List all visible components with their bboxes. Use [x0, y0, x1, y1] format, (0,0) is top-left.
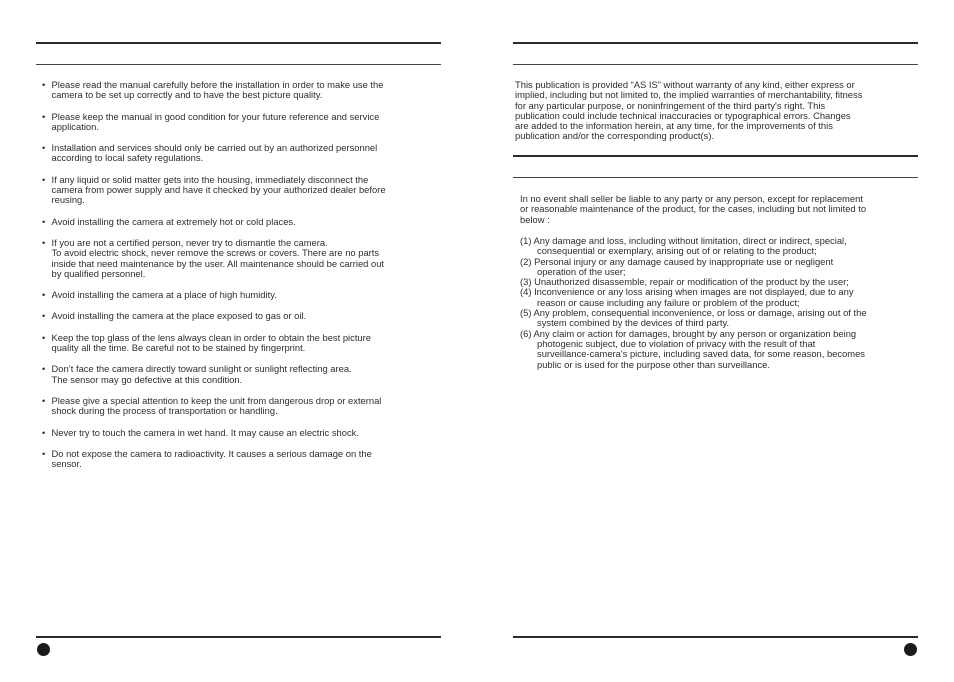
text-line: surveillance-camera's picture, including saved data, for some reason, becomes [537, 348, 865, 360]
bullet-mark: • [42, 236, 46, 248]
text-line: Please read the manual carefully before the installation in order to make use the [51, 79, 384, 90]
precaution-text [52, 175, 443, 206]
text-line: sensor. [51, 458, 82, 470]
text-line: publication and/or the corresponding product(s). [515, 130, 715, 142]
liability-case [520, 287, 920, 308]
text-line: system combined by the devices of third party. [537, 317, 730, 329]
precaution-item [42, 217, 442, 227]
text-line: Avoid installing the camera at a place of high humidity. [51, 289, 277, 301]
precaution-text [52, 290, 443, 300]
precaution-text [52, 112, 443, 133]
text-line: (3) Unauthorized disassemble, repair or modification of the product by the user; [520, 276, 849, 288]
bullet-mark: • [42, 447, 46, 459]
text-line: Avoid installing the camera at extremely hot or cold places. [51, 215, 296, 227]
text-line: (1) Any damage and loss, including without limitation, direct or indirect, special, [520, 235, 847, 246]
bullet-mark: • [42, 215, 46, 227]
bullet-mark: • [42, 363, 46, 375]
left-section-rule [36, 64, 441, 65]
right-footer-rule [513, 636, 918, 638]
precaution-text [52, 333, 443, 354]
precaution-text [52, 311, 443, 321]
bullet-mark: • [42, 426, 46, 438]
left-footer-rule [36, 636, 441, 638]
right-section-rule-mid [513, 177, 918, 178]
text-line: Avoid installing the camera at the place exposed to gas or oil. [51, 310, 307, 322]
precaution-text [52, 364, 443, 385]
precaution-item [42, 238, 442, 279]
left-header-rule [36, 42, 441, 44]
text-line: for any particular purpose, or noninfringement of the third party's right. This [515, 99, 826, 111]
text-line: shock during the process of transportation or handling. [51, 405, 278, 417]
text-line: inside that need maintenance by the user. All maintenance should be carried out [51, 257, 385, 269]
bullet-mark: • [42, 310, 46, 322]
text-line: camera to be set up correctly and to have the best picture quality. [51, 89, 323, 101]
text-line: Please keep the manual in good condition for your future reference and service [51, 110, 380, 122]
liability-case [520, 329, 920, 370]
text-line: are added to the information herein, at any time, for the improvements of this [515, 120, 833, 132]
precaution-text [52, 428, 443, 438]
bullet-mark: • [42, 110, 46, 122]
liability-cases-list [520, 236, 920, 370]
precaution-item [42, 311, 442, 321]
precaution-item [42, 143, 442, 164]
text-line: photogenic subject, due to violation of privacy with the result of that [537, 337, 816, 349]
precaution-item [42, 449, 442, 470]
precaution-text [52, 80, 443, 101]
precaution-text [52, 449, 443, 470]
text-line: publication could include technical inaccuracies or typographical errors. Changes [515, 109, 851, 121]
text-line: public or is used for the purpose other than surveillance. [537, 358, 770, 370]
text-line: Installation and services should only be carried out by an authorized personnel [51, 142, 378, 154]
liability-case [520, 257, 920, 278]
bullet-mark: • [42, 79, 46, 90]
text-line: below : [520, 213, 550, 225]
right-page-number-dot [904, 643, 917, 656]
precaution-text [52, 143, 443, 164]
bullet-mark: • [42, 394, 46, 406]
text-line: If any liquid or solid matter gets into the housing, immediately disconnect the [51, 173, 369, 185]
text-line: (6) Any claim or action for damages, brought by any person or organization being [520, 327, 857, 339]
left-page-number-dot [37, 643, 50, 656]
bullet-mark: • [42, 331, 46, 343]
text-line: or reasonable maintenance of the product, for the cases, including but not limited to [520, 203, 867, 215]
precaution-item [42, 396, 442, 417]
liability-case [520, 308, 920, 329]
text-line: reason or cause including any failure or problem of the product; [537, 296, 800, 308]
precaution-item [42, 290, 442, 300]
precaution-item [42, 112, 442, 133]
text-line: Keep the top glass of the lens always clean in order to obtain the best picture [51, 331, 371, 343]
right-section-rule-top [513, 64, 918, 65]
precaution-item [42, 428, 442, 438]
bullet-mark: • [42, 173, 46, 185]
text-line: This publication is provided “AS IS” without warranty of any kind, either express or [515, 79, 855, 90]
text-line: application. [51, 120, 99, 132]
text-line: camera from power supply and have it checked by your authorized dealer before [51, 184, 386, 196]
precaution-item [42, 333, 442, 354]
right-mid-header-rule [513, 155, 918, 157]
liability-intro [520, 194, 918, 225]
bullet-mark: • [42, 289, 46, 301]
precaution-item [42, 175, 442, 206]
warranty-disclaimer [515, 80, 915, 142]
text-line: To avoid electric shock, never remove the screws or covers. There are no parts [51, 247, 380, 259]
text-line: quality all the time. Be careful not to be stained by fingerprint. [51, 342, 306, 354]
text-line: operation of the user; [537, 265, 626, 277]
precaution-text [52, 217, 443, 227]
text-line: (5) Any problem, consequential inconvenience, or loss or damage, arising out of the [520, 307, 867, 319]
text-line: (4) Inconvenience or any loss arising when images are not displayed, due to any [520, 286, 854, 298]
text-line: Never try to touch the camera in wet hand. It may cause an electric shock. [51, 426, 359, 438]
text-line: implied, including but not limited to, the implied warranties of merchantability, fitness [515, 89, 863, 101]
precaution-item [42, 364, 442, 385]
precaution-text [52, 396, 443, 417]
text-line: The sensor may go defective at this condition. [51, 373, 243, 385]
text-line: according to local safety regulations. [51, 152, 204, 164]
precaution-text [52, 238, 443, 279]
safety-precautions-list [42, 80, 442, 480]
right-header-rule [513, 42, 918, 44]
text-line: by qualified personnel. [51, 267, 146, 279]
bullet-mark: • [42, 142, 46, 154]
text-line: Don’t face the camera directly toward sunlight or sunlight reflecting area. [51, 363, 352, 375]
liability-case [520, 236, 920, 257]
text-line: reusing. [51, 194, 85, 206]
text-line: Do not expose the camera to radioactivity. It causes a serious damage on the [51, 447, 372, 459]
text-line: (2) Personal injury or any damage caused by inappropriate use or negligent [520, 255, 834, 267]
precaution-item [42, 80, 442, 101]
text-line: Please give a special attention to keep the unit from dangerous drop or external [51, 394, 382, 406]
text-line: consequential or exemplary, arising out of or relating to the product; [537, 245, 817, 257]
text-line: If you are not a certified person, never try to dismantle the camera. [51, 236, 328, 248]
text-line: In no event shall seller be liable to any party or any person, except for replacement [520, 193, 863, 204]
